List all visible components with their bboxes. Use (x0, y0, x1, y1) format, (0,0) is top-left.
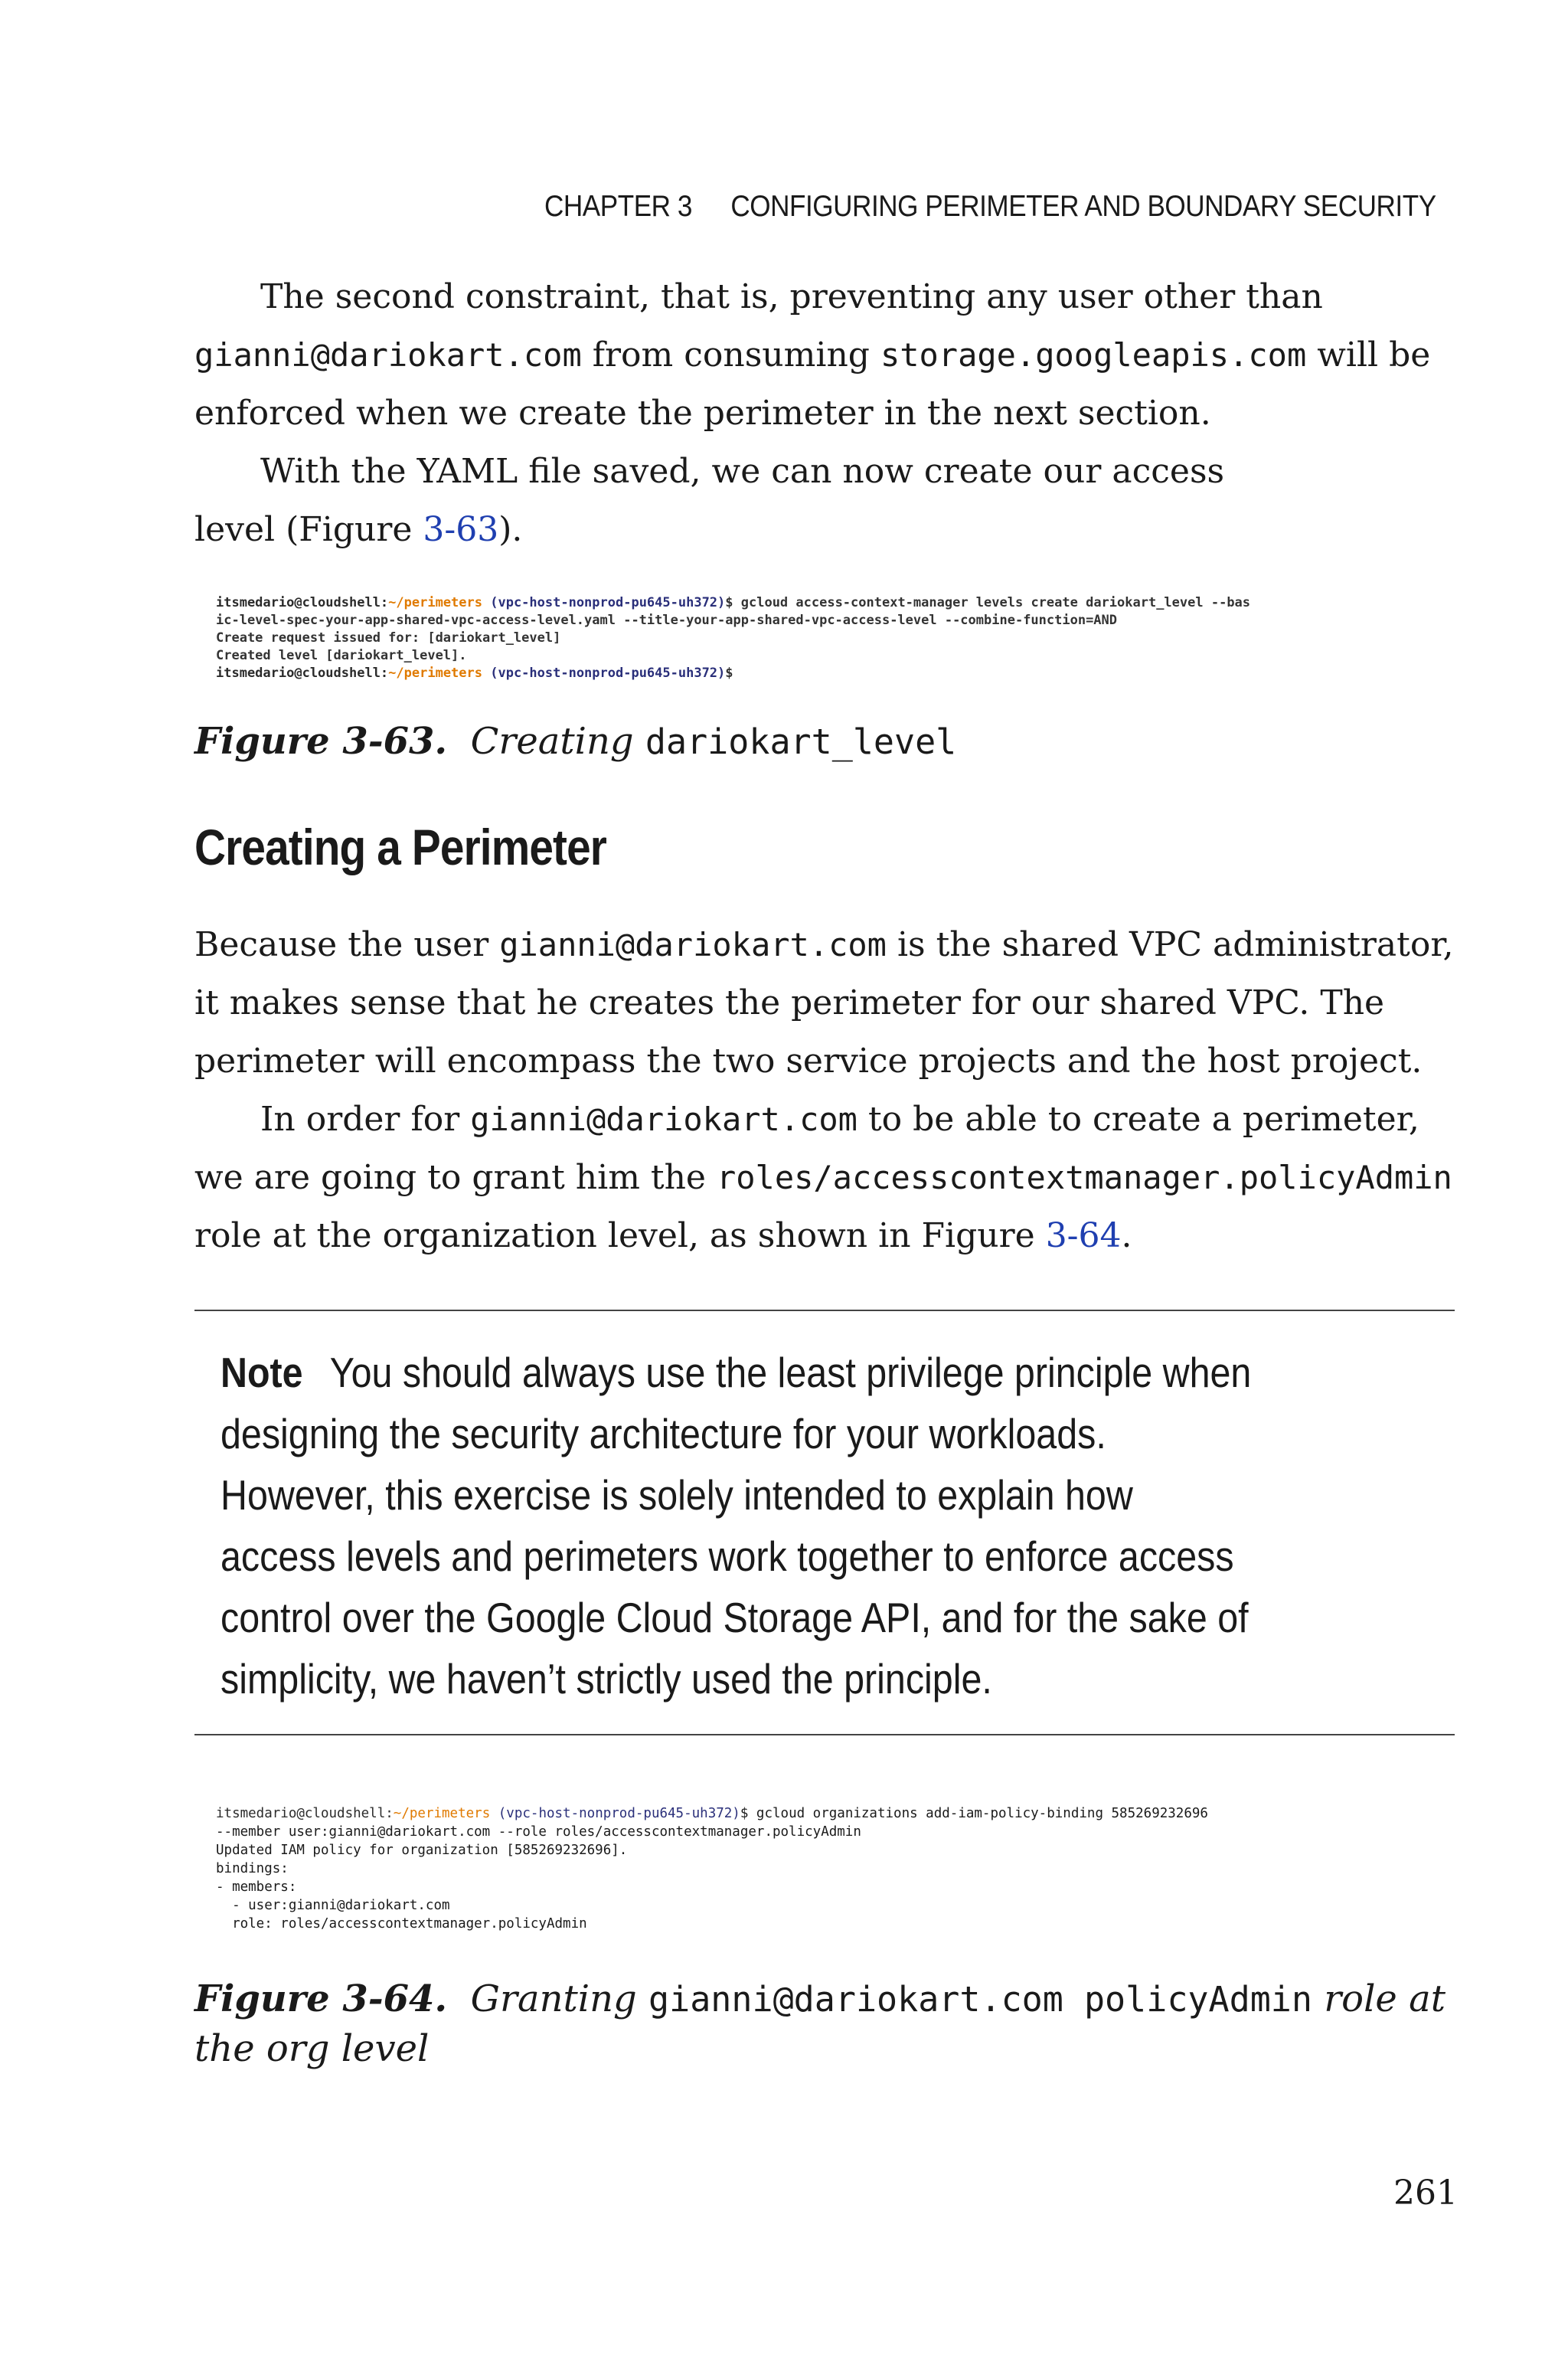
inline-code: dariokart.com (330, 336, 582, 374)
text: is the shared VPC administrator, it makes sense that he creates the perimeter for our shared VPC. The perimeter will encompass the two service projects and the host project. (194, 925, 1454, 1081)
terminal-line: bindings: (216, 1861, 289, 1876)
terminal-proj: (vpc-host-nonprod-pu645-uh372) (490, 1806, 740, 1821)
running-head (544, 190, 1436, 224)
inline-code: roles/accesscontextmanager.policyAdmin (716, 1159, 1452, 1196)
terminal-cmd: $ gcloud access-context-manager levels create dariokart_level --bas (725, 595, 1251, 610)
caption-label: Figure 3-64. (194, 1977, 448, 2020)
inline-code: gianni@dariokart.com (470, 1101, 858, 1138)
chapter-title: CONFIGURING PERIMETER AND BOUNDARY SECURITY (730, 190, 1436, 223)
paragraph-2 (194, 443, 1282, 559)
note-bottom-rule (194, 1734, 1455, 1735)
inline-code: gianni@ (194, 336, 331, 374)
caption-code: dariokart_level (645, 721, 957, 762)
text: will be enforced when we create the perimeter in the next section. (194, 335, 1431, 433)
terminal-proj: (vpc-host-nonprod-pu645-uh372) (482, 666, 726, 681)
terminal-screenshot-3-64 (216, 1804, 1441, 1942)
paragraph-3 (194, 916, 1458, 1091)
terminal-cmd: $ (725, 666, 733, 681)
terminal-line: - user:gianni@dariokart.com (216, 1898, 450, 1913)
terminal-line (216, 1804, 1441, 1823)
terminal-user: itsmedario@cloudshell: (216, 1806, 394, 1821)
terminal-line (216, 665, 1441, 682)
figure-ref-3-64[interactable]: 3-64 (1045, 1216, 1122, 1255)
note-text: You should always use the least privilege principle when designing the security architecture for your workloads. However, this exercise is solely intended to explain how access levels and perimeters work together to enforce access control over the Google Cloud Storage API, and for the sake of simplicity, we haven’t strictly used the principle. (220, 1349, 1252, 1703)
figure-ref-3-63[interactable]: 3-63 (423, 510, 499, 549)
terminal-line: role: roles/accesscontextmanager.policyAdmin (216, 1916, 587, 1932)
terminal-path: ~/perimeters (393, 1806, 491, 1821)
terminal-line: - members: (216, 1879, 297, 1895)
caption-code: gianni@dariokart.com policyAdmin (648, 1979, 1312, 2020)
terminal-line: Created level [dariokart_level]. (216, 648, 467, 663)
inline-code: storage.googleapis.com (880, 336, 1307, 374)
text: In order for (260, 1100, 471, 1139)
terminal-proj: (vpc-host-nonprod-pu645-uh372) (482, 595, 726, 610)
figure-caption-3-63 (194, 717, 1458, 767)
paragraph-4 (194, 1091, 1458, 1265)
note-box (220, 1342, 1258, 1709)
terminal-line: ic-level-spec-your-app-shared-vpc-access-level.yaml --title-your-app-shared-vpc-access-level --combine-function=AND (216, 613, 1118, 628)
terminal-line: --member user:gianni@dariokart.com --role roles/accesscontextmanager.policyAdmin (216, 1824, 861, 1840)
text: The second constraint, that is, preventing any user other than (260, 277, 1323, 316)
figure-caption-3-64 (194, 1974, 1450, 2073)
inline-code: gianni@dariokart.com (499, 926, 887, 963)
text: ). (498, 510, 523, 549)
text: to be able to create a perimeter, we are going to grant him the (194, 1100, 1419, 1197)
paragraph-1 (194, 268, 1458, 443)
terminal-screenshot-3-63 (216, 594, 1441, 686)
terminal-user: itsmedario@cloudshell: (216, 595, 389, 610)
terminal-user: itsmedario@cloudshell: (216, 666, 389, 681)
terminal-path: ~/perimeters (388, 666, 482, 681)
text: role at the organization level, as shown in Figure (194, 1216, 1046, 1255)
caption-text: role at the org level (194, 1977, 1446, 2070)
chapter-label: CHAPTER 3 (544, 190, 692, 223)
text: Because the user (194, 925, 500, 964)
caption-label: Figure 3-63. (194, 720, 448, 763)
terminal-line: Create request issued for: [dariokart_level] (216, 630, 561, 646)
text: . (1121, 1216, 1132, 1255)
terminal-cmd: $ gcloud organizations add-iam-policy-binding 585269232696 (740, 1806, 1208, 1821)
terminal-path: ~/perimeters (388, 595, 482, 610)
text: With the YAML file saved, we can now create our access level (Figure (194, 452, 1225, 549)
page-number: 261 (1393, 2174, 1458, 2213)
terminal-line: Updated IAM policy for organization [585269232696]. (216, 1843, 628, 1858)
caption-text: Creating (470, 720, 645, 763)
note-top-rule (194, 1310, 1455, 1311)
section-heading: Creating a Perimeter (194, 819, 607, 875)
terminal-line (216, 594, 1441, 612)
note-label: Note (220, 1349, 303, 1396)
text: from consuming (581, 335, 880, 375)
caption-text: Granting (470, 1977, 649, 2020)
